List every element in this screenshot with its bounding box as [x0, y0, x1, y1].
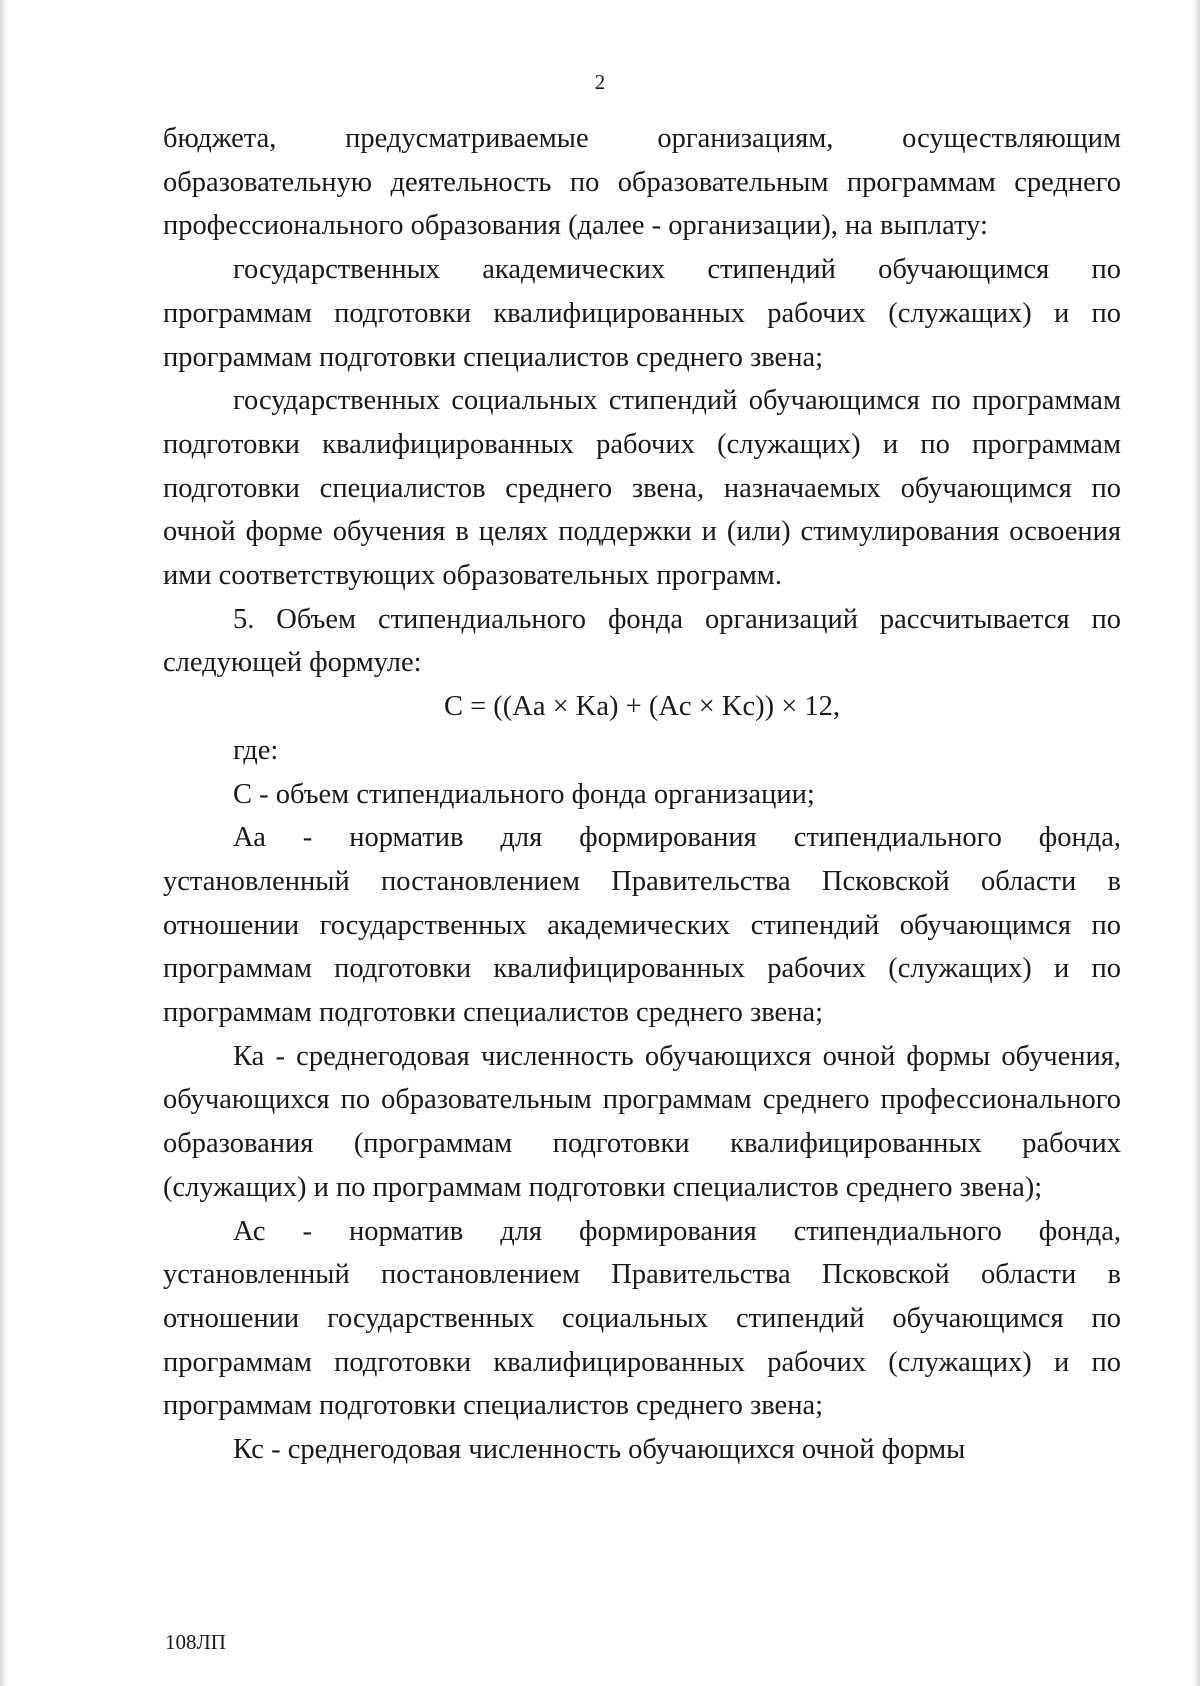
- document-code: 108ЛП: [165, 1630, 226, 1654]
- formula: C = ((Aa × Ka) + (Ac × Kc)) × 12,: [443, 691, 841, 723]
- paragraph-social-stipends: государственных социальных стипендий обучающимся по программам подготовки квалифицированных рабочих (служащих) и по программам подготовки специалистов среднего звена, назначаемых обучающимся по очной форме обучения в целях поддержки и (или) стимулирования освоения ими соответствующих образовательных программ.: [163, 385, 1121, 592]
- definition-where: где:: [233, 734, 279, 766]
- definition-ka: Ка - среднегодовая численность обучающихся очной формы обучения, обучающихся по образовательным программам среднего профессионального образования (программам подготовки квалифицированных рабочих (служащих) и по программам подготовки специалистов среднего звена);: [163, 1040, 1121, 1203]
- paragraph-budget: бюджета, предусматриваемые организациям, осуществляющим образовательную деятельность по образовательным программам среднего профессионального образования (далее - организации), на выплату:: [163, 123, 1121, 242]
- definition-aa: Аа - норматив для формирования стипендиального фонда, установленный постановлением Правительства Псковской области в отношении государственных академических стипендий обучающимся по программам подготовки квалифицированных рабочих (служащих) и по программам подготовки специалистов среднего звена;: [163, 822, 1121, 1029]
- paragraph-item-5: 5. Объем стипендиального фонда организаций рассчитывается по следующей формуле:: [163, 603, 1121, 679]
- scan-edge-left: [0, 0, 8, 1686]
- paragraph-academic-stipends: государственных академических стипендий обучающимся по программам подготовки квалифицированных рабочих (служащих) и по программам подготовки специалистов среднего звена;: [163, 254, 1121, 373]
- definition-kc: Кс - среднегодовая численность обучающихся очной формы: [233, 1434, 966, 1466]
- page-number: 2: [594, 70, 606, 94]
- definition-ac: Ас - норматив для формирования стипендиального фонда, установленный постановлением Правительства Псковской области в отношении государственных социальных стипендий обучающимся по программам подготовки квалифицированных рабочих (служащих) и по программам подготовки специалистов среднего звена;: [163, 1215, 1121, 1422]
- scan-edge-right: [1192, 0, 1200, 1686]
- definition-c: С - объем стипендиального фонда организации;: [233, 778, 815, 810]
- document-body: [163, 117, 1121, 1472]
